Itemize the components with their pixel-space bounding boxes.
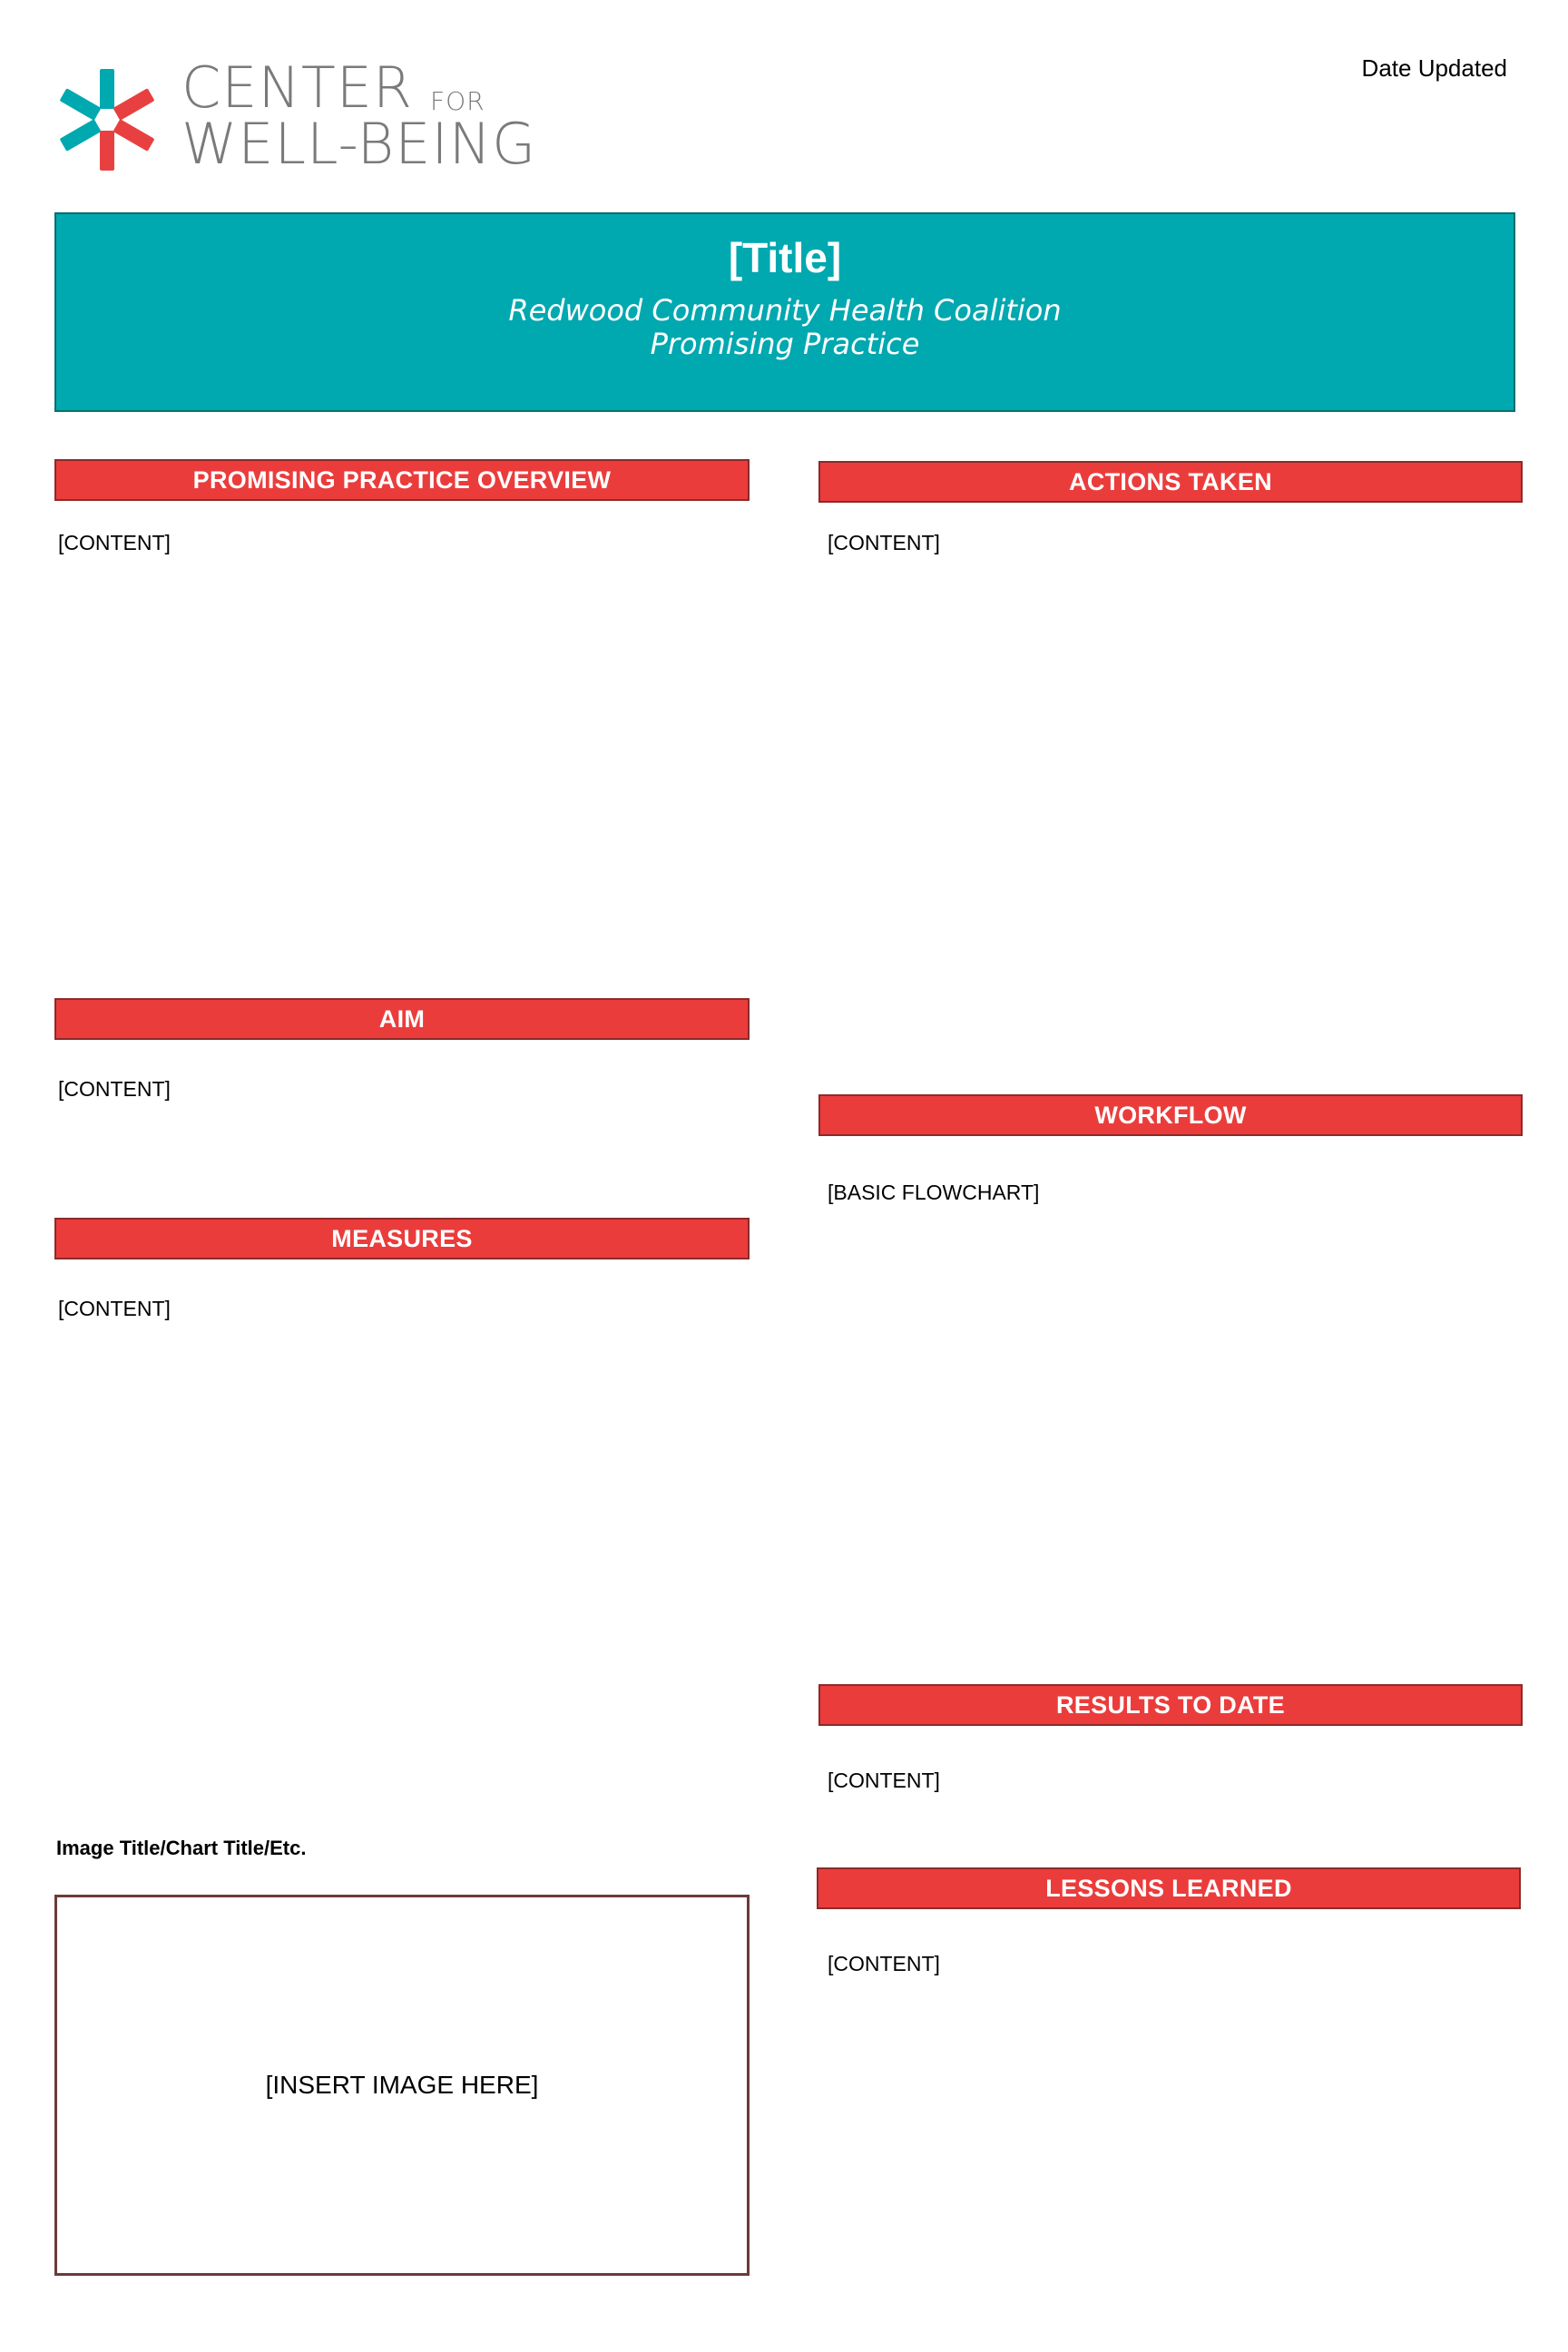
date-updated: Date Updated [1361,54,1507,82]
section-header-measures: MEASURES [54,1218,750,1259]
image-title: Image Title/Chart Title/Etc. [56,1837,307,1859]
measures-content: [CONTENT] [58,1297,171,1320]
section-header-results: RESULTS TO DATE [818,1684,1523,1726]
results-content: [CONTENT] [828,1769,940,1792]
logo-word-center: CENTER [181,54,413,121]
section-header-workflow: WORKFLOW [818,1094,1523,1136]
section-header-aim: AIM [54,998,750,1040]
logo-word-wellbeing: WELL-BEING [181,111,537,177]
lessons-content: [CONTENT] [828,1952,940,1975]
logo-word-for: FOR [430,86,485,116]
banner-subtitle-organization: Redwood Community Health Coalition [508,293,1062,328]
title-banner [54,212,1515,412]
banner-subtitle-type: Promising Practice [650,327,920,361]
page-title: [Title] [728,234,842,281]
aim-content: [CONTENT] [58,1077,171,1101]
overview-content: [CONTENT] [58,531,171,554]
actions-content: [CONTENT] [828,531,940,554]
section-header-actions: ACTIONS TAKEN [818,461,1523,503]
image-placeholder-text: [INSERT IMAGE HERE] [265,2071,539,2099]
asterisk-logo-icon [53,65,162,174]
section-header-lessons: LESSONS LEARNED [817,1867,1521,1909]
workflow-content: [BASIC FLOWCHART] [828,1181,1040,1204]
center-for-wellbeing-logo [53,54,561,177]
section-header-overview: PROMISING PRACTICE OVERVIEW [54,459,750,501]
image-placeholder-box [54,1895,750,2276]
